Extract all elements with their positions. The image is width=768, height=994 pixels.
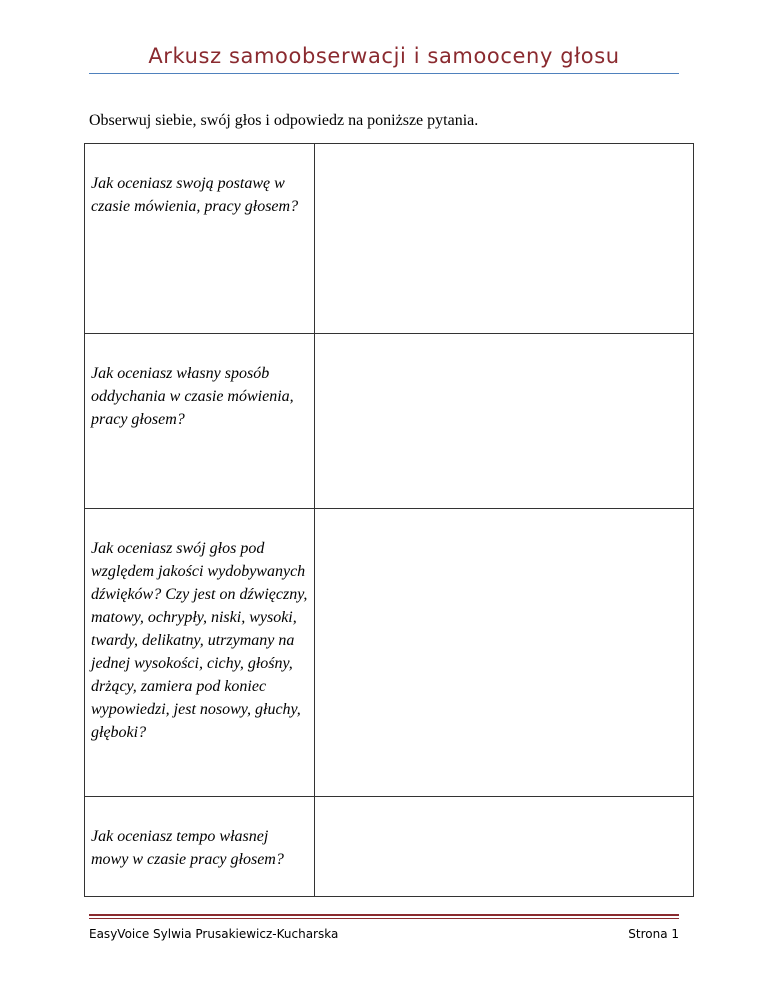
question-cell-tempo: Jak oceniasz tempo własnej mowy w czasie pracy głosem?	[85, 797, 315, 897]
answer-cell-breathing[interactable]	[315, 334, 694, 509]
table-row	[85, 144, 694, 334]
footer-divider-thin	[89, 918, 679, 919]
question-cell-breathing: Jak oceniasz własny sposób oddychania w czasie mówienia, pracy głosem?	[85, 334, 315, 509]
answer-cell-tempo[interactable]	[315, 797, 694, 897]
answer-cell-posture[interactable]	[315, 144, 694, 334]
footer-page-number: Strona 1	[628, 927, 679, 941]
question-cell-posture: Jak oceniasz swoją postawę w czasie mówienia, pracy głosem?	[85, 144, 315, 334]
title-divider	[89, 73, 679, 74]
table-row	[85, 509, 694, 797]
footer-divider	[89, 914, 679, 916]
answer-cell-voice-quality[interactable]	[315, 509, 694, 797]
footer-author: EasyVoice Sylwia Prusakiewicz-Kucharska	[89, 927, 339, 941]
page-title: Arkusz samoobserwacji i samooceny głosu	[148, 44, 620, 68]
self-assessment-table	[84, 143, 694, 897]
table-row	[85, 334, 694, 509]
table-row	[85, 797, 694, 897]
intro-text: Obserwuj siebie, swój głos i odpowiedz na poniższe pytania.	[89, 112, 479, 129]
question-cell-voice-quality: Jak oceniasz swój głos pod względem jakości wydobywanych dźwięków? Czy jest on dźwięczny, matowy, ochrypły, niski, wysoki, twardy, delikatny, utrzymany na jednej wysokości, cichy, głośny, drżący, zamiera pod koniec wypowiedzi, jest nosowy, głuchy, głęboki?	[85, 509, 315, 797]
